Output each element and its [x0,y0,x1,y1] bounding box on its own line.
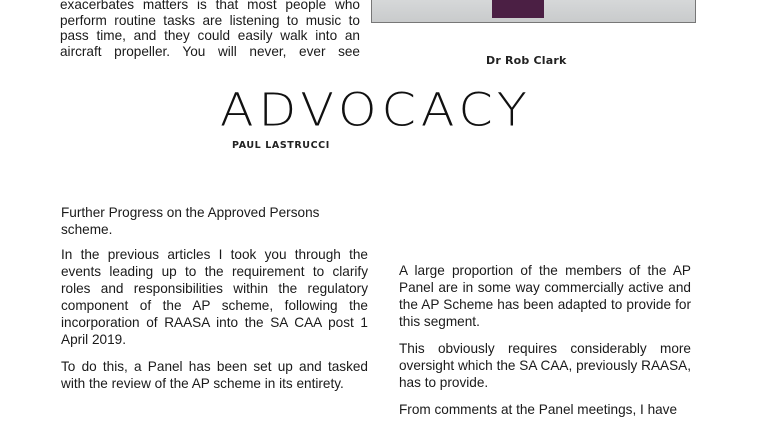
previous-article-text [60,0,360,62]
article-author: PAUL LASTRUCCI [232,140,330,151]
text-line: perform routine tasks are listening to music to [60,12,360,28]
paragraph: Further Progress on the Approved Persons scheme. [61,205,320,237]
text-line: pass time, and they could easily walk into an [60,28,360,43]
photo-caption: Dr Rob Clark [486,54,567,67]
paragraph: This obviously requires considerably more oversight which the SA CAA, previously RAASA, has to provide. [399,341,691,390]
paragraph: A large proportion of the members of the AP Panel are in some way commercially active and the AP Scheme has been adapted to provide for this segment. [399,263,691,329]
photo-tie [492,0,544,18]
right-column [399,262,691,428]
article-title: ADVOCACY [220,84,532,137]
paragraph: To do this, a Panel has been set up and tasked with the review of the AP scheme in its entirety. [61,359,368,391]
text-line: aircraft propeller. You will never, ever see [60,43,360,59]
left-column [61,204,368,402]
paragraph: From comments at the Panel meetings, I have [399,402,678,417]
paragraph: In the previous articles I took you through the events leading up to the requirement to clarify roles and responsibilities within the regulatory component of the AP scheme, following the incorporation of RAASA into the SA CAA post 1 April 2019. [61,247,368,347]
author-photo [371,0,696,23]
text-line: exacerbates matters is that most people who [60,0,360,12]
